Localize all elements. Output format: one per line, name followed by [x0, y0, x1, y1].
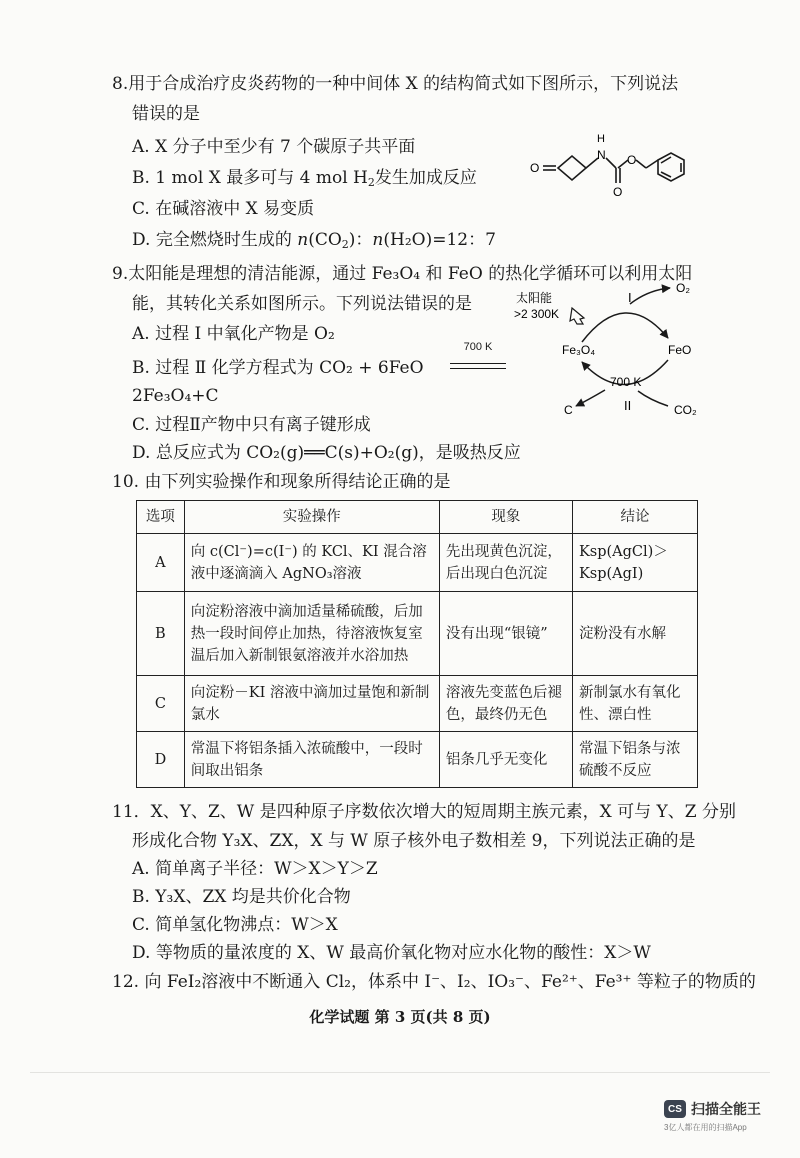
- camscanner-logo-icon: CS: [664, 1100, 686, 1118]
- q11-option-a: A. 简单离子半径：W＞X＞Y＞Z: [132, 859, 378, 879]
- q10-header-operation: 实验操作: [184, 501, 439, 534]
- table-row: [137, 732, 698, 788]
- q11-option-b: B. Y₃X、ZX 均是共价化合物: [132, 887, 351, 907]
- scanner-tagline: 3亿人都在用的扫描App: [664, 1123, 747, 1132]
- q9-option-c: C. 过程Ⅱ产物中只有离子键形成: [132, 415, 371, 435]
- q9-carbon-label: C: [564, 403, 573, 417]
- q10-row-c-phenomenon: 溶液先变蓝色后褪色，最终仍无色: [439, 676, 572, 732]
- q8-option-b-sub: 2: [367, 176, 375, 189]
- q9-stem-line2: 能，其转化关系如图所示。下列说法错误的是: [132, 294, 472, 314]
- q9-stem-line1: 9.太阳能是理想的清洁能源，通过 Fe₃O₄ 和 FeO 的热化学循环可以利用太阳: [112, 264, 693, 284]
- scanner-watermark: [664, 1099, 761, 1119]
- q10-row-a-conclusion: Ksp(AgCl)＞Ksp(AgI): [572, 534, 697, 592]
- q9-option-b-line1: B. 过程 Ⅱ 化学方程式为 CO₂ + 6FeO: [132, 358, 424, 378]
- q10-table-header-row: [137, 501, 698, 534]
- q9-option-b-line2: 2Fe₃O₄+C: [132, 386, 219, 406]
- q11-stem-line2: 形成化合物 Y₃X、ZX，X 与 W 原子核外电子数相差 9，下列说法正确的是: [132, 831, 696, 851]
- q8-option-b-pre: B. 1 mol X 最多可与 4 mol H: [132, 168, 368, 188]
- q10-row-d-option: D: [137, 732, 185, 788]
- q9-temperature-700k-label: 700 K: [610, 375, 642, 389]
- scanner-app-name: 扫描全能王: [691, 1101, 761, 1117]
- q9-process-1-label: I: [628, 290, 632, 305]
- q9-solar-energy-label: 太阳能: [516, 291, 553, 305]
- q8-option-d-sub: 2: [341, 238, 349, 251]
- table-row: [137, 534, 698, 592]
- q8-molecule-structure: [528, 128, 703, 200]
- q9-co2-label: CO₂: [674, 403, 697, 417]
- q8-stem-line1: 8.用于合成治疗皮炎药物的一种中间体 X 的结构简式如下图所示，下列说法: [112, 74, 679, 94]
- q8-structure-o-ketone-label: O: [530, 161, 540, 175]
- q10-header-option: 选项: [137, 501, 185, 534]
- q9-temperature-high-label: >2 300K: [514, 307, 560, 321]
- q10-row-c-operation: 向淀粉－KI 溶液中滴加过量饱和新制氯水: [184, 676, 439, 732]
- q8-option-b-post: 发生加成反应: [374, 168, 477, 188]
- q10-row-d-conclusion: 常温下铝条与浓硫酸不反应: [572, 732, 697, 788]
- q10-row-a-operation: 向 c(Cl⁻)=c(I⁻) 的 KCl、KI 混合溶液中逐滴滴入 AgNO₃溶液: [184, 534, 439, 592]
- q9-option-d: D. 总反应式为 CO₂(g)══C(s)+O₂(g)，是吸热反应: [132, 443, 521, 463]
- q8-option-d-pre: D. 完全燃烧时生成的: [132, 230, 298, 250]
- q10-row-a-option: A: [137, 534, 185, 592]
- q8-option-b: [132, 166, 477, 190]
- q9-equation-equals-sign: [450, 363, 506, 369]
- q10-row-c-conclusion: 新制氯水有氧化性、漂白性: [572, 676, 697, 732]
- q10-stem: 10. 由下列实验操作和现象所得结论正确的是: [112, 472, 451, 492]
- page-divider: [30, 1072, 770, 1073]
- q8-option-d-mid2: )：: [348, 230, 373, 250]
- table-row: [137, 592, 698, 676]
- q8-structure-h-label: H: [597, 133, 605, 145]
- q8-option-d: [132, 228, 496, 252]
- q10-row-a-phenomenon: 先出现黄色沉淀，后出现白色沉淀: [439, 534, 572, 592]
- q10-row-b-operation: 向淀粉溶液中滴加适量稀硫酸，后加热一段时间停止加热，待溶液恢复室温后加入新制银氨溶液并水浴加热: [184, 592, 439, 676]
- q10-row-d-phenomenon: 铝条几乎无变化: [439, 732, 572, 788]
- q9-process-2-label: II: [624, 398, 632, 413]
- q9-equation-condition: [450, 340, 506, 354]
- page-footer: 化学试题 第 3 页(共 8 页): [309, 1008, 491, 1026]
- q11-stem-line1: 11．X、Y、Z、W 是四种原子序数依次增大的短周期主族元素，X 可与 Y、Z 分别: [112, 802, 736, 822]
- q10-header-phenomenon: 现象: [439, 501, 572, 534]
- q10-row-b-option: B: [137, 592, 185, 676]
- q9-feo-label: FeO: [668, 343, 692, 357]
- table-row: [137, 676, 698, 732]
- q8-structure-o-ester-label: O: [627, 153, 637, 167]
- q10-header-conclusion: 结论: [572, 501, 697, 534]
- q10-experiment-table: [136, 500, 698, 788]
- q11-option-d: D. 等物质的量浓度的 X、W 最高价氧化物对应水化物的酸性：X＞W: [132, 943, 651, 963]
- q8-option-d-n1: n: [297, 230, 309, 250]
- q9-o2-label: O₂: [676, 281, 690, 295]
- q8-option-c: C. 在碱溶液中 X 易变质: [132, 199, 315, 219]
- q9-cycle-diagram: [510, 278, 710, 428]
- q9-fe3o4-label: Fe₃O₄: [562, 343, 596, 357]
- q9-condition-text: 700 K: [463, 341, 493, 353]
- q8-structure-o-carbonyl-label: O: [613, 185, 623, 199]
- q8-option-a: A. X 分子中至少有 7 个碳原子共平面: [132, 137, 416, 157]
- q8-option-d-post: (H₂O)=12：7: [383, 230, 496, 250]
- q11-option-c: C. 简单氢化物沸点：W＞X: [132, 915, 338, 935]
- q12-stem: 12. 向 FeI₂溶液中不断通入 Cl₂，体系中 I⁻、I₂、IO₃⁻、Fe²⁺、Fe³⁺ 等粒子的物质的: [112, 972, 756, 992]
- q8-option-d-mid1: (CO: [308, 230, 342, 250]
- q10-row-c-option: C: [137, 676, 185, 732]
- q10-row-d-operation: 常温下将铝条插入浓硫酸中，一段时间取出铝条: [184, 732, 439, 788]
- q8-option-d-n2: n: [372, 230, 384, 250]
- q10-row-b-conclusion: 淀粉没有水解: [572, 592, 697, 676]
- q8-structure-n-label: N: [597, 148, 606, 162]
- q8-stem-line2: 错误的是: [132, 104, 200, 124]
- q9-option-a: A. 过程 Ⅰ 中氧化产物是 O₂: [132, 324, 335, 344]
- q10-row-b-phenomenon: 没有出现“银镜”: [439, 592, 572, 676]
